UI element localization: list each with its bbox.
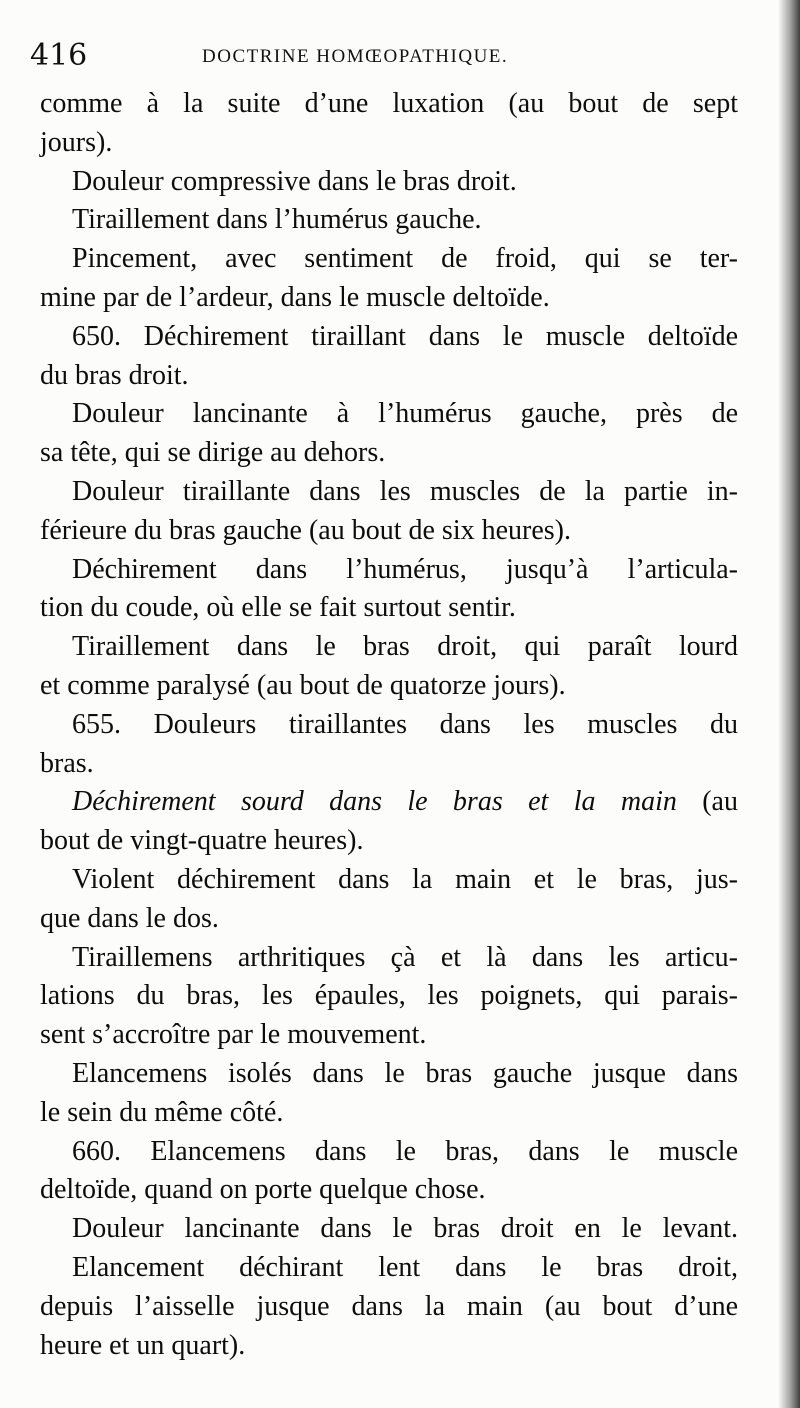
text-line: 655. Douleurs tiraillantes dans les muscles du	[72, 708, 738, 740]
page-number: 416	[30, 38, 88, 73]
text-line: 660. Elancemens dans le bras, dans le muscle	[72, 1135, 738, 1167]
text-line: lations du bras, les épaules, les poignets, qui parais-	[40, 980, 738, 1012]
italic-phrase: Déchirement sourd dans le bras et la main	[72, 786, 677, 818]
text-line: Tiraillement dans l’humérus gauche.	[72, 204, 482, 236]
text-line: Douleur compressive dans le bras droit.	[72, 165, 517, 197]
text-line: 650. Déchirement tiraillant dans le muscle deltoïde	[72, 320, 738, 352]
text-line: que dans le dos.	[40, 902, 219, 934]
text-line: bras.	[40, 747, 94, 779]
text-line: bout de vingt-quatre heures).	[40, 825, 364, 857]
text-fragment: (au	[702, 786, 738, 818]
text-line: Douleur lancinante dans le bras droit en le levant.	[72, 1213, 738, 1245]
text-line: sa tête, qui se dirige au dehors.	[40, 437, 386, 469]
text-line: Elancement déchirant lent dans le bras droit,	[72, 1251, 738, 1283]
text-line: Pincement, avec sentiment de froid, qui se ter-	[72, 243, 738, 275]
text-line: le sein du même côté.	[40, 1096, 284, 1128]
text-line: comme à la suite d’une luxation (au bout de sept	[40, 88, 738, 119]
text-line: tion du coude, où elle se fait surtout sentir.	[40, 592, 516, 624]
text-line: Douleur lancinante à l’humérus gauche, près de	[72, 398, 738, 430]
text-line: Tiraillement dans le bras droit, qui paraît lourd	[72, 631, 738, 663]
text-line: Déchirement dans l’humérus, jusqu’à l’articula-	[72, 553, 738, 585]
text-line: du bras droit.	[40, 359, 189, 391]
text-line: heure et un quart).	[40, 1329, 246, 1361]
text-line: Elancemens isolés dans le bras gauche jusque dans	[72, 1057, 738, 1089]
page-edge-shadow	[778, 0, 800, 1408]
body-text	[40, 85, 738, 1365]
text-line: férieure du bras gauche (au bout de six heures).	[40, 514, 572, 546]
text-line: sent s’accroître par le mouvement.	[40, 1019, 427, 1051]
running-title: DOCTRINE HOMŒOPATHIQUE.	[202, 46, 509, 67]
text-line: deltoïde, quand on porte quelque chose.	[40, 1174, 486, 1206]
text-line: Violent déchirement dans la main et le bras, jus-	[72, 863, 738, 895]
text-line: et comme paralysé (au bout de quatorze jours).	[40, 669, 566, 701]
text-line: jours).	[40, 126, 113, 158]
text-line	[40, 783, 738, 822]
text-line: Tiraillemens arthritiques çà et là dans les articu-	[72, 941, 738, 973]
page-header	[30, 38, 770, 88]
text-line: Douleur tiraillante dans les muscles de la partie in-	[72, 475, 738, 507]
text-line: depuis l’aisselle jusque dans la main (au bout d’une	[40, 1290, 738, 1322]
text-line: mine par de l’ardeur, dans le muscle deltoïde.	[40, 281, 550, 313]
